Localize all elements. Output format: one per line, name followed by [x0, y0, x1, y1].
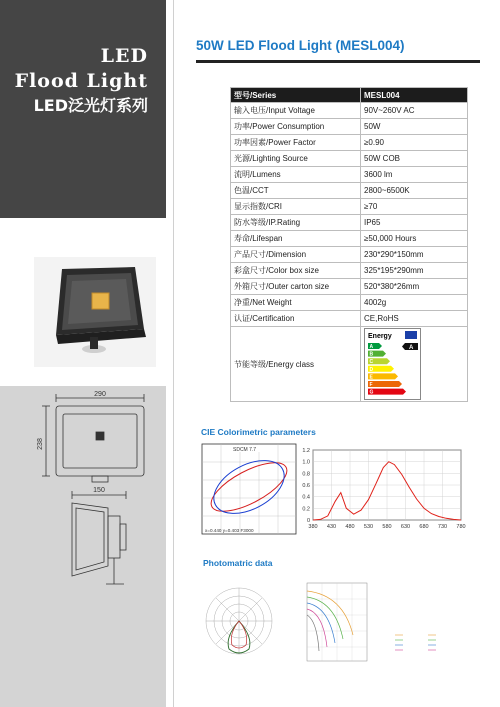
y-tick-label: 0.2	[302, 506, 310, 513]
x-tick-label: 730	[437, 524, 448, 530]
x-tick-label: 680	[419, 524, 429, 530]
width-label: 290	[94, 391, 106, 398]
spec-row	[231, 263, 468, 279]
x-tick-label: 630	[400, 524, 411, 530]
spec-value: 50W COB	[361, 151, 468, 167]
spec-value: 3600 lm	[361, 167, 468, 183]
title-chinese: LED泛光灯系列	[33, 96, 148, 115]
spec-row	[231, 279, 468, 295]
spec-label: 光源/Lighting Source	[231, 151, 361, 167]
y-tick-label: 1.0	[302, 459, 310, 466]
dimension-drawings	[36, 388, 160, 688]
energy-rating-bar	[368, 358, 390, 365]
column-divider	[173, 0, 174, 707]
technical-drawing	[36, 388, 160, 688]
cie-chart	[201, 443, 473, 538]
title-led: LED	[100, 45, 148, 67]
photometric-section-title: Photomatric data	[203, 558, 273, 568]
spec-label: 彩盒尺寸/Color box size	[231, 263, 361, 279]
spec-label: 防水等级/IP.Rating	[231, 215, 361, 231]
spec-value: CE,RoHS	[361, 311, 468, 327]
spec-label: 净重/Net Weight	[231, 295, 361, 311]
energy-class-value: A	[409, 345, 414, 351]
product-photo	[34, 257, 156, 367]
y-tick-label: 0.4	[302, 494, 310, 501]
energy-rating-bar	[368, 373, 398, 380]
y-tick-label: 0.6	[302, 483, 310, 489]
eu-flag-icon	[405, 331, 417, 339]
spectrum-plot	[302, 448, 465, 530]
spec-label: 色温/CCT	[231, 183, 361, 199]
x-tick-label: 480	[345, 524, 355, 530]
spec-label: 型号/Series	[231, 88, 361, 103]
spec-row	[231, 135, 468, 151]
spec-label: 节能等级/Energy class	[231, 327, 361, 402]
spec-label: 寿命/Lifespan	[231, 231, 361, 247]
spec-row	[231, 103, 468, 119]
energy-rating-letter: D	[369, 366, 374, 373]
spec-label: 产品尺寸/Dimension	[231, 247, 361, 263]
spec-row	[231, 311, 468, 327]
photometric-charts	[203, 575, 473, 667]
spec-row	[231, 215, 468, 231]
depth-label: 150	[93, 487, 105, 494]
product-heading: 50W LED Flood Light (MESL004)	[196, 38, 405, 53]
energy-rating-bar	[368, 389, 406, 396]
energy-brand-text: Energy	[368, 333, 392, 340]
sdcm-readout: SDCM 7.7	[233, 447, 257, 453]
left-title	[15, 44, 148, 118]
spec-label: 输入电压/Input Voltage	[231, 103, 361, 119]
energy-rating-bar	[368, 366, 394, 373]
spec-label: 功率/Power Consumption	[231, 119, 361, 135]
spec-label: 认证/Certification	[231, 311, 361, 327]
spec-value	[361, 327, 468, 402]
spec-value: 90V~260V AC	[361, 103, 468, 119]
spec-row	[231, 199, 468, 215]
spec-value: 520*380*26mm	[361, 279, 468, 295]
spec-value: MESL004	[361, 88, 468, 103]
photometric-svg	[203, 575, 473, 667]
flood-light-image	[34, 257, 156, 367]
energy-rating-bar	[368, 351, 386, 358]
cie-section-title: CIE Colorimetric parameters	[201, 427, 316, 437]
energy-rating-scale	[365, 329, 420, 399]
spec-row	[231, 183, 468, 199]
xy-readout: x=0.440 y=0.403 F3000	[205, 528, 254, 533]
spec-row	[231, 231, 468, 247]
energy-label	[364, 328, 421, 400]
spec-row	[231, 247, 468, 263]
spec-label: 显示指数/CRI	[231, 199, 361, 215]
y-tick-label: 0.8	[302, 471, 310, 478]
spec-row	[231, 327, 468, 402]
spec-value: 4002g	[361, 295, 468, 311]
spec-value: ≥50,000 Hours	[361, 231, 468, 247]
energy-rating-bar	[368, 381, 402, 388]
spec-header-row	[231, 88, 468, 103]
title-flood-light: Flood Light	[14, 70, 148, 92]
y-tick-label: 0	[306, 518, 310, 524]
y-tick-label: 1.2	[302, 448, 310, 454]
height-label: 238	[37, 438, 44, 450]
x-tick-label: 780	[456, 524, 466, 530]
spec-value: ≥70	[361, 199, 468, 215]
x-tick-label: 430	[326, 524, 337, 530]
x-tick-label: 580	[382, 524, 392, 530]
energy-rating-letter: A	[369, 344, 374, 350]
x-tick-label: 380	[308, 524, 318, 530]
spec-row	[231, 167, 468, 183]
spec-value: IP65	[361, 215, 468, 231]
cie-svg	[201, 443, 473, 538]
energy-rating-letter: E	[369, 374, 373, 381]
isolux-diagram	[307, 583, 436, 661]
spec-table	[230, 87, 468, 402]
spec-value: 325*195*290mm	[361, 263, 468, 279]
x-tick-label: 530	[363, 524, 374, 530]
heading-underline	[196, 60, 480, 63]
spec-label: 功率因素/Power Factor	[231, 135, 361, 151]
energy-rating-letter: F	[369, 382, 373, 388]
spec-value: 2800~6500K	[361, 183, 468, 199]
polar-intensity-diagram	[206, 588, 272, 654]
energy-rating-letter: G	[369, 389, 374, 396]
spec-row	[231, 151, 468, 167]
energy-rating-letter: C	[369, 359, 374, 366]
spec-value: ≥0.90	[361, 135, 468, 151]
spec-label: 流明/Lumens	[231, 167, 361, 183]
spec-row	[231, 295, 468, 311]
spec-row	[231, 119, 468, 135]
energy-rating-bar	[368, 343, 382, 350]
energy-rating-letter: B	[369, 351, 374, 358]
spec-value: 230*290*150mm	[361, 247, 468, 263]
spec-label: 外箱尺寸/Outer carton size	[231, 279, 361, 295]
spec-value: 50W	[361, 119, 468, 135]
